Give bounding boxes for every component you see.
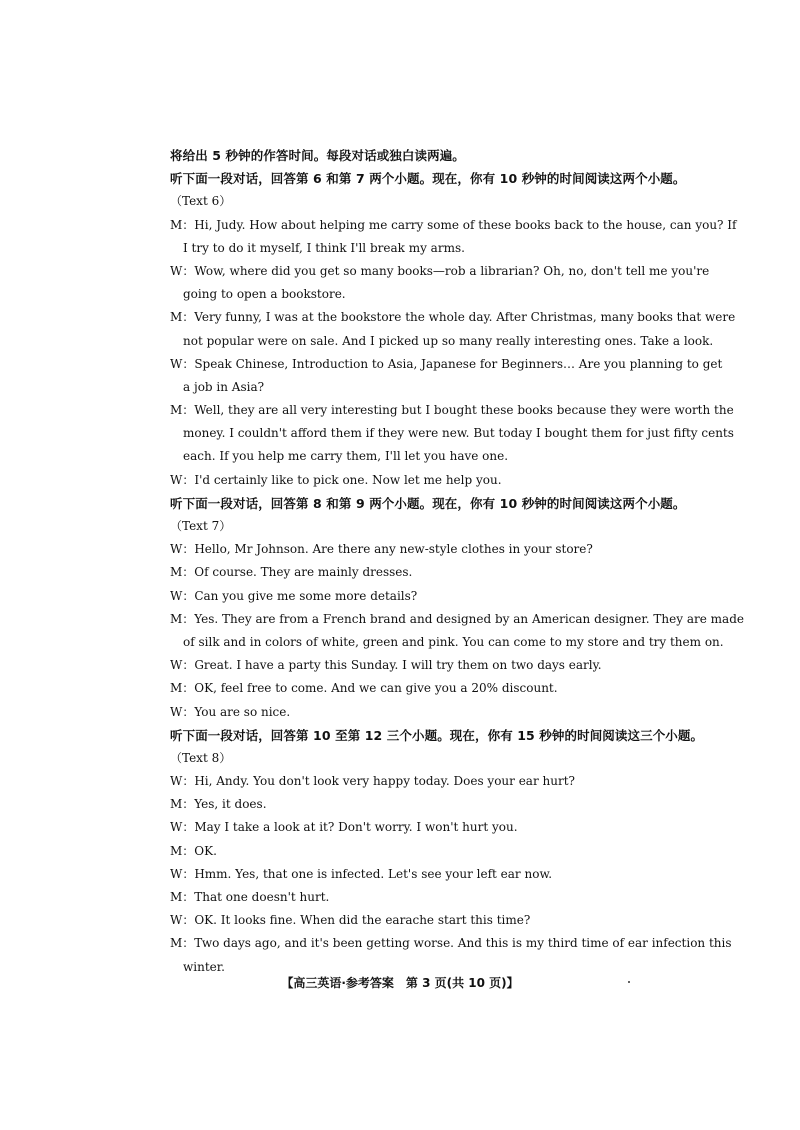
dialogue-line: W：You are so nice.: [170, 704, 291, 719]
text-label: （Text 8）: [170, 750, 232, 765]
text-label: （Text 6）: [170, 194, 232, 209]
dialogue-continuation: I try to do it myself, I think I'll break my arms.: [183, 240, 465, 255]
dialogue-line: W：Speak Chinese, Introduction to Asia, Japanese for Beginners… Are you planning to get: [170, 356, 723, 371]
dialogue-line: W：Hi, Andy. You don't look very happy today. Does your ear hurt?: [170, 774, 575, 789]
page-footer: 【高三英语·参考答案 第 3 页(共 10 页)】: [281, 976, 519, 990]
section-instruction: 将给出 5 秒钟的作答时间。每段对话或独白读两遍。: [170, 148, 465, 163]
dialogue-line: W：Hmm. Yes, that one is infected. Let's see your left ear now.: [170, 866, 553, 881]
dialogue-line: M：OK.: [170, 843, 217, 858]
dialogue-line: W：May I take a look at it? Don't worry. I won't hurt you.: [170, 820, 518, 835]
dialogue-line: W：Can you give me some more details?: [170, 588, 418, 603]
section-instruction: 听下面一段对话，回答第 6 和第 7 两个小题。现在，你有 10 秒钟的时间阅读这两个小题。: [170, 171, 686, 187]
dialogue-line: W：Hello, Mr Johnson. Are there any new-style clothes in your store?: [170, 542, 593, 557]
dialogue-continuation: a job in Asia?: [183, 379, 265, 394]
listening-transcript: [170, 144, 744, 979]
section-instruction: 听下面一段对话，回答第 10 至第 12 三个小题。现在，你有 15 秒钟的时间阅读这三个小题。: [170, 727, 704, 743]
dialogue-line: M：Well, they are all very interesting but I bought these books because they were worth the: [170, 403, 734, 418]
scan-speck: [628, 981, 630, 983]
dialogue-line: M：OK, feel free to come. And we can give you a 20% discount.: [170, 681, 558, 696]
dialogue-line: M：Yes. They are from a French brand and designed by an American designer. They are made: [170, 611, 744, 626]
section-instruction: 听下面一段对话，回答第 8 和第 9 两个小题。现在，你有 10 秒钟的时间阅读这两个小题。: [170, 495, 686, 511]
dialogue-line: M：Very funny, I was at the bookstore the whole day. After Christmas, many books that were: [170, 310, 736, 325]
dialogue-continuation: winter.: [183, 959, 225, 974]
dialogue-line: W：I'd certainly like to pick one. Now let me help you.: [170, 472, 502, 487]
dialogue-continuation: each. If you help me carry them, I'll let you have one.: [183, 449, 509, 464]
text-label: （Text 7）: [170, 519, 232, 533]
dialogue-line: M：Hi, Judy. How about helping me carry some of these books back to the house, can you? If: [170, 217, 737, 232]
dialogue-line: M：That one doesn't hurt.: [170, 890, 330, 904]
dialogue-line: M：Of course. They are mainly dresses.: [170, 565, 413, 580]
dialogue-continuation: not popular were on sale. And I picked up so many really interesting ones. Take a look.: [183, 333, 714, 348]
dialogue-line: W：Great. I have a party this Sunday. I will try them on two days early.: [170, 658, 602, 673]
dialogue-line: W：Wow, where did you get so many books—rob a librarian? Oh, no, don't tell me you're: [170, 263, 710, 278]
dialogue-continuation: money. I couldn't afford them if they were new. But today I bought them for just fifty cents: [183, 426, 734, 441]
dialogue-continuation: of silk and in colors of white, green and pink. You can come to my store and try them on.: [183, 634, 724, 649]
dialogue-line: W：OK. It looks fine. When did the earache start this time?: [170, 913, 531, 928]
dialogue-continuation: going to open a bookstore.: [183, 287, 346, 302]
dialogue-line: M：Two days ago, and it's been getting worse. And this is my third time of ear infection this: [170, 936, 732, 951]
dialogue-line: M：Yes, it does.: [170, 797, 267, 812]
